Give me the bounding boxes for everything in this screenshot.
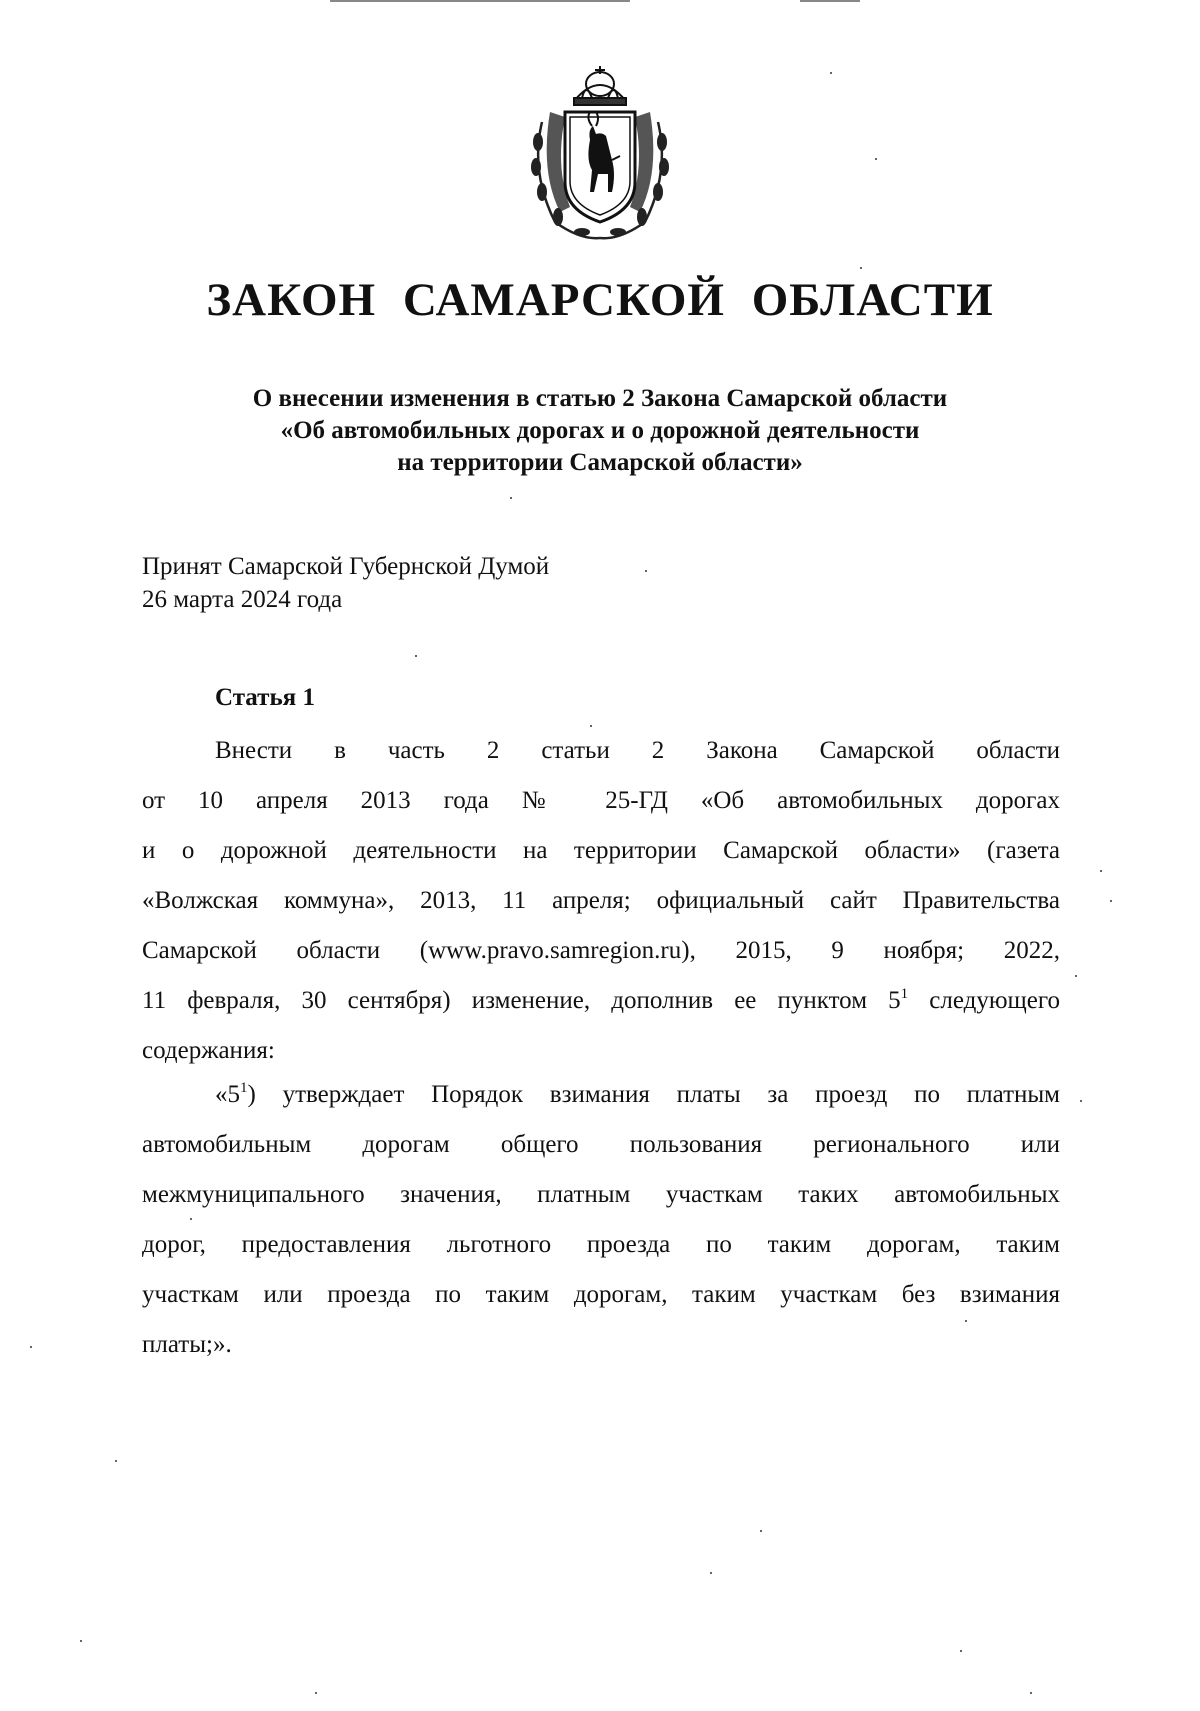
paragraph-line: автомобильным дорогам общего пользования регионального или bbox=[142, 1131, 1060, 1158]
paragraph-line: Самарской области (www.pravo.samregion.ru), 2015, 9 ноября; 2022, bbox=[142, 937, 1060, 964]
scan-speck bbox=[965, 1320, 967, 1322]
superscript: 1 bbox=[240, 1080, 248, 1096]
scan-edge-line bbox=[800, 0, 860, 2]
paragraph-line bbox=[142, 1070, 1060, 1120]
paragraph-line: межмуниципального значения, платным участкам таких автомобильных bbox=[142, 1181, 1060, 1208]
quoted-paragraph bbox=[142, 1070, 1060, 1370]
paragraph-line: «Волжская коммуна», 2013, 11 апреля; официальный сайт Правительства bbox=[142, 887, 1060, 914]
scan-speck bbox=[510, 497, 512, 499]
paragraph-line: и о дорожной деятельности на территории Самарской области» (газета bbox=[142, 837, 1060, 864]
paragraph-line-text: ) утверждает Порядок взимания платы за проезд по платным bbox=[247, 1081, 1060, 1108]
paragraph-line: платы;». bbox=[142, 1331, 232, 1358]
law-subtitle bbox=[140, 383, 1060, 479]
scan-speck bbox=[960, 1650, 962, 1652]
scan-speck bbox=[1030, 1692, 1032, 1694]
scan-speck bbox=[860, 267, 862, 269]
paragraph-line: дорог, предоставления льготного проезда по таким дорогам, таким bbox=[142, 1231, 1060, 1258]
subtitle-line: О внесении изменения в статью 2 Закона Самарской области bbox=[252, 385, 948, 412]
scan-speck bbox=[1075, 975, 1077, 977]
paragraph-line-text: «5 bbox=[215, 1081, 240, 1108]
scan-speck bbox=[1100, 870, 1102, 872]
law-title: ЗАКОН САМАРСКОЙ ОБЛАСТИ bbox=[206, 274, 994, 326]
paragraph-line: от 10 апреля 2013 года № 25-ГД «Об автомобильных дорогах bbox=[142, 787, 1060, 814]
article-heading: Статья 1 bbox=[215, 684, 315, 711]
scan-speck bbox=[190, 1218, 192, 1220]
scan-speck bbox=[645, 570, 647, 572]
scan-speck bbox=[1110, 900, 1112, 902]
scan-speck bbox=[590, 725, 592, 727]
scan-speck bbox=[710, 1572, 712, 1574]
paragraph-line: содержания: bbox=[142, 1037, 275, 1064]
paragraph-line-text: 11 февраля, 30 сентября) изменение, дополнив ее пунктом 5 bbox=[142, 987, 901, 1014]
paragraph-line: участкам или проезда по таким дорогам, таким участкам без взимания bbox=[142, 1281, 1060, 1308]
coat-of-arms-emblem bbox=[520, 62, 680, 242]
adoption-line: Принят Самарской Губернской Думой bbox=[142, 553, 550, 580]
paragraph-line-text: следующего bbox=[908, 987, 1060, 1014]
scan-speck bbox=[80, 1640, 82, 1642]
superscript: 1 bbox=[900, 986, 909, 1002]
adoption-note bbox=[142, 550, 549, 616]
article-paragraph bbox=[142, 726, 1060, 1076]
subtitle-line: «Об автомобильных дорогах и о дорожной деятельности bbox=[280, 417, 920, 444]
scan-edge-line bbox=[330, 0, 630, 2]
scan-speck bbox=[875, 158, 877, 160]
scan-speck bbox=[415, 655, 417, 657]
scan-speck bbox=[1080, 1100, 1082, 1102]
paragraph-line bbox=[142, 976, 1060, 1026]
scan-speck bbox=[760, 1530, 762, 1532]
scan-speck bbox=[830, 72, 832, 74]
adoption-date: 26 марта 2024 года bbox=[142, 586, 343, 613]
scan-speck bbox=[115, 1460, 117, 1462]
scan-speck bbox=[315, 1692, 317, 1694]
subtitle-line: на территории Самарской области» bbox=[397, 449, 803, 476]
paragraph-line: Внести в часть 2 статьи 2 Закона Самарской области bbox=[215, 737, 1060, 764]
scan-speck bbox=[30, 1346, 32, 1348]
